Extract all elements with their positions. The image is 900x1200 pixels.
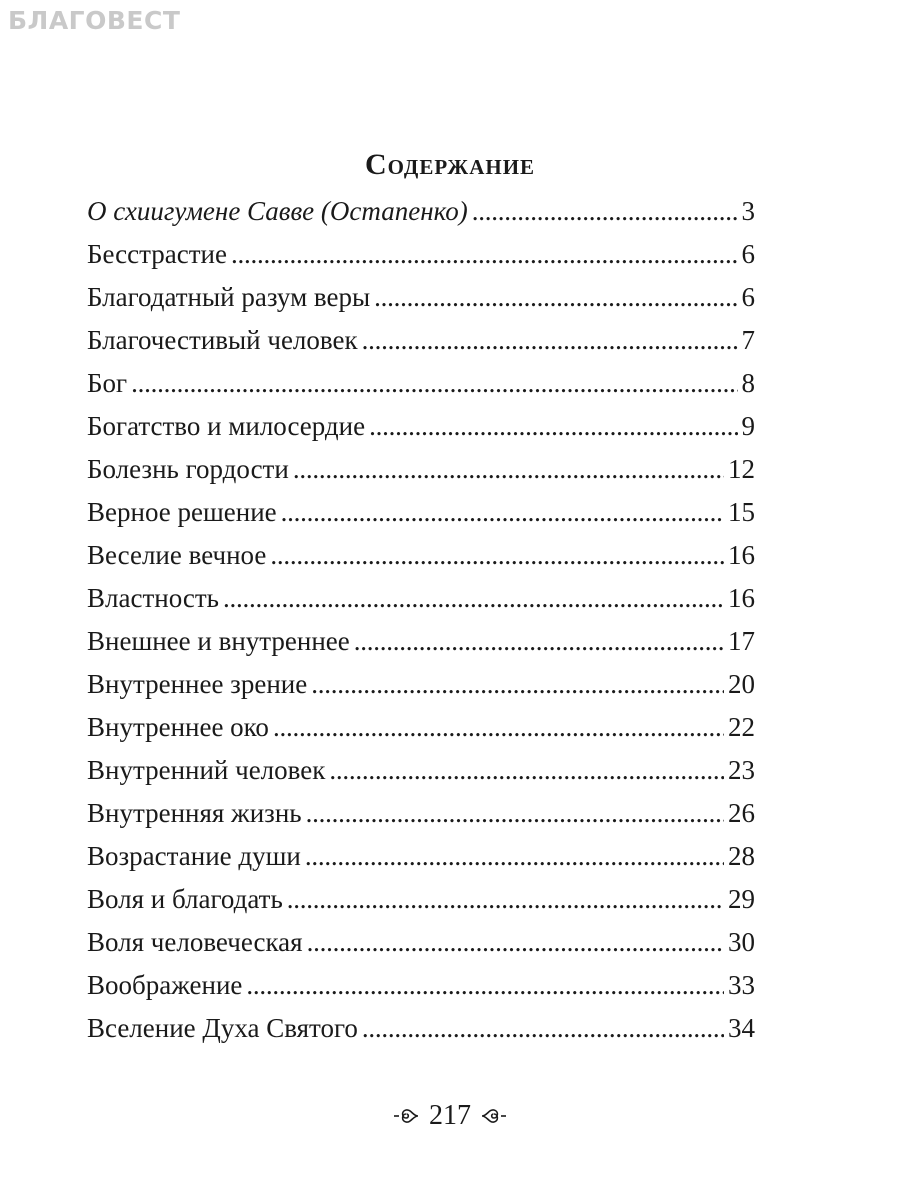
- toc-entry-page: 6: [741, 239, 755, 269]
- toc-entry: [87, 792, 755, 835]
- dot-leader: [311, 663, 724, 706]
- dot-leader: [273, 706, 724, 749]
- toc-entry-title: Внутренний человек: [87, 755, 326, 785]
- toc-entry-title: Болезнь гордости: [87, 454, 289, 484]
- toc-entry-page: 6: [741, 282, 755, 312]
- toc-entry-page: 3: [741, 196, 755, 226]
- dot-leader: [306, 792, 724, 835]
- toc-entry-page: 20: [728, 669, 755, 699]
- toc-entry-page: 26: [728, 798, 755, 828]
- dot-leader: [305, 835, 724, 878]
- toc-entry: [87, 491, 755, 534]
- toc-entry: [87, 921, 755, 964]
- toc-entry-title: Благочестивый человек: [87, 325, 358, 355]
- toc-entry-title: Верное решение: [87, 497, 277, 527]
- toc-entry: [87, 835, 755, 878]
- toc-entry-title: О схиигумене Савве (Остапенко): [87, 196, 468, 226]
- toc-entry-title: Веселие вечное: [87, 540, 267, 570]
- toc-entry-page: 9: [741, 411, 755, 441]
- dot-leader: [281, 491, 724, 534]
- toc-entry: [87, 706, 755, 749]
- toc-entry: [87, 276, 755, 319]
- toc-entry: [87, 1007, 755, 1050]
- toc-entry-page: 22: [728, 712, 755, 742]
- dot-leader: [354, 620, 724, 663]
- watermark-logo: БЛАГОВЕСТ: [8, 6, 181, 35]
- dot-leader: [246, 964, 724, 1007]
- toc-entry-title: Властность: [87, 583, 219, 613]
- dot-leader: [287, 878, 724, 921]
- toc-entry: [87, 233, 755, 276]
- toc-entry-page: 16: [728, 540, 755, 570]
- dot-leader: [293, 448, 724, 491]
- dot-leader: [329, 749, 724, 792]
- toc-entry-page: 12: [728, 454, 755, 484]
- toc-entry-page: 28: [728, 841, 755, 871]
- toc-entry-page: 16: [728, 583, 755, 613]
- toc-entry: [87, 663, 755, 706]
- dot-leader: [270, 534, 724, 577]
- toc-entry-title: Богатство и милосердие: [87, 411, 366, 441]
- toc-entry: [87, 362, 755, 405]
- dot-leader: [472, 190, 738, 233]
- scroll-ornament-icon: [391, 1104, 421, 1128]
- toc-entry-title: Возрастание души: [87, 841, 301, 871]
- toc-entry-title: Бесстрастие: [87, 239, 227, 269]
- toc-entry: [87, 749, 755, 792]
- toc-entry: [87, 964, 755, 1007]
- toc-entry-title: Внутренняя жизнь: [87, 798, 302, 828]
- dot-leader: [374, 276, 737, 319]
- toc-entry-page: 8: [741, 368, 755, 398]
- toc-entry-page: 17: [728, 626, 755, 656]
- page-title: Содержание: [364, 148, 536, 182]
- dot-leader: [362, 1007, 724, 1050]
- toc-entry-title: Внутреннее зрение: [87, 669, 308, 699]
- toc-entry-title: Воля человеческая: [87, 927, 303, 957]
- toc-entry: [87, 534, 755, 577]
- toc-entry-page: 29: [728, 884, 755, 914]
- toc-entry-page: 34: [728, 1013, 755, 1043]
- toc-entry-page: 7: [741, 325, 755, 355]
- toc-entry-title: Бог: [87, 368, 128, 398]
- dot-leader: [307, 921, 724, 964]
- toc-entry-page: 30: [728, 927, 755, 957]
- toc-entry-page: 33: [728, 970, 755, 1000]
- table-of-contents: [87, 190, 755, 1050]
- page-footer: [0, 1100, 900, 1132]
- toc-entry: [87, 878, 755, 921]
- toc-entry: [87, 319, 755, 362]
- dot-leader: [223, 577, 724, 620]
- dot-leader: [369, 405, 737, 448]
- toc-entry-title: Воля и благодать: [87, 884, 283, 914]
- toc-entry: [87, 577, 755, 620]
- toc-entry: [87, 448, 755, 491]
- toc-entry-title: Вселение Духа Святого: [87, 1013, 358, 1043]
- toc-entry-title: Воображение: [87, 970, 243, 1000]
- toc-entry: [87, 620, 755, 663]
- dot-leader: [231, 233, 738, 276]
- toc-entry: [87, 405, 755, 448]
- page-number: 217: [429, 1100, 471, 1131]
- dot-leader: [131, 362, 737, 405]
- toc-entry: [87, 190, 755, 233]
- scroll-ornament-icon: [479, 1104, 509, 1128]
- dot-leader: [362, 319, 738, 362]
- toc-entry-title: Внутреннее око: [87, 712, 269, 742]
- toc-entry-page: 23: [728, 755, 755, 785]
- toc-entry-page: 15: [728, 497, 755, 527]
- toc-entry-title: Благодатный разум веры: [87, 282, 371, 312]
- toc-entry-title: Внешнее и внутреннее: [87, 626, 350, 656]
